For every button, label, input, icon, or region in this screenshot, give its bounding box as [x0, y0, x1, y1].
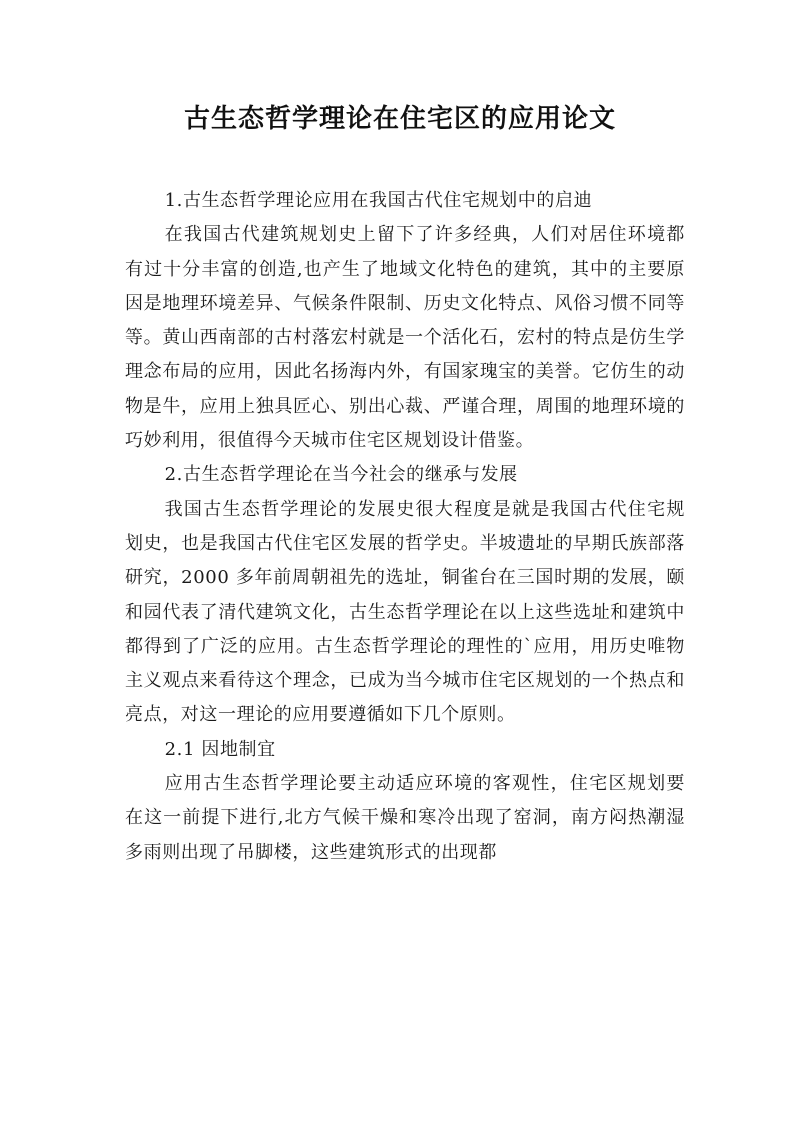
- section-heading-1: 1.古生态哲学理论应用在我国古代住宅规划中的启迪: [164, 190, 593, 211]
- section-heading-2-1: 2.1 因地制宜: [164, 738, 276, 760]
- section-heading-2: 2.古生态哲学理论在当今社会的继承与发展: [164, 464, 518, 486]
- section-paragraph-2: 我国古生态哲学理论的发展史很大程度是就是我国古代住宅规划史，也是我国古代住宅区发展的哲学史。半坡遗址的早期氏族部落研究，2000 多年前周朝祖先的选址，铜雀台在三国时期的发展，颐和园代表了清代建筑文化，古生态哲学理论在以上这些选址和建筑中都得到了广泛的应用。古生态哲学理论的理性的`应用，用历史唯物主义观点来看待这个理念，已成为当今城市住宅区规划的一个热点和亮点，对这一理论的应用要遵循如下几个原则。: [125, 498, 685, 726]
- section-paragraph-2-1: 应用古生态哲学理论要主动适应环境的客观性，住宅区规划要在这一前提下进行,北方气候干燥和寒冷出现了窑洞，南方闷热潮湿多雨则出现了吊脚楼，这些建筑形式的出现都: [125, 773, 685, 863]
- document-body: [125, 184, 685, 870]
- document-title: 古生态哲学理论在住宅区的应用论文: [183, 104, 616, 134]
- section-paragraph-1: 在我国古代建筑规划史上留下了许多经典，人们对居住环境都有过十分丰富的创造,也产生了地域文化特色的建筑，其中的主要原因是地理环境差异、气候条件限制、历史文化特点、风俗习惯不同等等。黄山西南部的古村落宏村就是一个活化石，宏村的特点是仿生学理念布局的应用，因此名扬海内外，有国家瑰宝的美誉。它仿生的动物是牛，应用上独具匠心、别出心裁、严谨合理，周围的地理环境的巧妙利用，很值得今天城市住宅区规划设计借鉴。: [125, 224, 685, 452]
